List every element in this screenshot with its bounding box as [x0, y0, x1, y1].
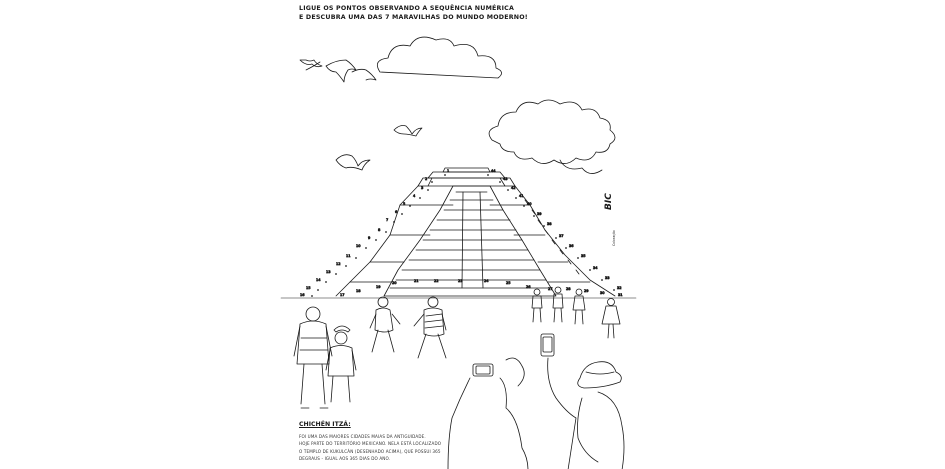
info-text	[299, 433, 449, 463]
dot-label: 16	[300, 293, 305, 297]
dot-label: 22	[434, 279, 439, 283]
info-title: CHICHÉN ITZÁ:	[299, 421, 351, 428]
dot-label: 44	[491, 169, 496, 173]
dot-label: 11	[346, 254, 351, 258]
dot-label: 27	[548, 287, 553, 291]
person-icon	[448, 358, 528, 469]
bird-icon	[336, 155, 370, 170]
camera-phone-icon	[473, 334, 554, 376]
cloud-icon	[489, 100, 615, 164]
cloud-icon	[377, 37, 501, 78]
dot-label: 41	[519, 194, 524, 198]
dot-label: 17	[340, 293, 345, 297]
dot-label: 14	[316, 278, 321, 282]
dot-label: 9	[368, 236, 371, 240]
pyramid-icon	[336, 168, 615, 296]
info-line: DEGRAUS - IGUAL AOS 365 DIAS DO ANO.	[299, 456, 391, 462]
dot-label: 18	[356, 289, 361, 293]
dot-label: 43	[503, 177, 508, 181]
dot-label: 33	[605, 276, 610, 280]
person-icon	[573, 289, 585, 324]
dot-label: 31	[618, 293, 623, 297]
person-icon	[602, 299, 620, 339]
dot-label: 4	[413, 194, 416, 198]
dot-label: 1	[447, 169, 450, 173]
dot-label: 29	[584, 289, 589, 293]
dot-label: 38	[547, 222, 552, 226]
dot-label: 19	[376, 285, 381, 289]
dot-label: 36	[569, 244, 574, 248]
dot-label: 30	[600, 291, 605, 295]
dot-label: 42	[511, 186, 516, 190]
dot-label: 37	[559, 234, 564, 238]
person-icon	[553, 287, 563, 322]
dot-label: 39	[537, 212, 542, 216]
brand-subtitle: Coloração	[612, 230, 616, 246]
bird-icon	[300, 60, 322, 70]
dot-label: 15	[306, 286, 311, 290]
dot-label: 5	[403, 202, 406, 206]
instructions-line-1: LIGUE OS PONTOS OBSERVANDO A SEQUÊNCIA NUMÉRICA	[299, 5, 515, 12]
brand-logo: BIC	[604, 193, 614, 210]
info-line: O TEMPLO DE KUKULCÁN (DESENHADO ACIMA), QUE POSSUI 365	[299, 448, 441, 454]
bird-icon	[352, 69, 376, 80]
dot-label: 28	[566, 287, 571, 291]
dot-label: 12	[336, 262, 341, 266]
person-icon	[326, 326, 356, 402]
dot-label: 2	[425, 177, 428, 181]
dot-label: 7	[386, 218, 389, 222]
person-icon	[414, 297, 446, 358]
hat-icon	[578, 362, 622, 388]
person-icon	[548, 358, 624, 469]
cloud-icon	[560, 160, 602, 174]
dot-label: 6	[395, 210, 398, 214]
info-line: FOI UMA DAS MAIORES CIDADES MAIAS DA ANTIGUIDADE.	[299, 434, 426, 439]
dot-label: 35	[581, 254, 586, 258]
person-icon	[370, 297, 400, 352]
dot-label: 32	[617, 286, 622, 290]
dot-label: 8	[378, 228, 381, 232]
info-line: HOJE PARTE DO TERRITÓRIO MEXICANO. NELA ESTÁ LOCALIZADO	[299, 441, 442, 447]
person-icon	[294, 307, 332, 408]
dot-label: 20	[392, 281, 397, 285]
dot-label: 13	[326, 270, 331, 274]
dot-label: 21	[414, 279, 419, 283]
dot-label: 3	[421, 186, 424, 190]
dot-label: 25	[506, 281, 511, 285]
instructions-line-2: E DESCUBRA UMA DAS 7 MARAVILHAS DO MUNDO MODERNO!	[299, 14, 528, 21]
dot-label: 23	[458, 279, 463, 283]
dot-label: 34	[593, 266, 598, 270]
bird-icon	[394, 126, 422, 137]
dot-label: 24	[484, 279, 489, 283]
person-icon	[532, 289, 542, 322]
dot-label: 26	[526, 285, 531, 289]
dot-label: 10	[356, 244, 361, 248]
bird-icon	[326, 60, 356, 82]
dot-label: 40	[527, 202, 532, 206]
